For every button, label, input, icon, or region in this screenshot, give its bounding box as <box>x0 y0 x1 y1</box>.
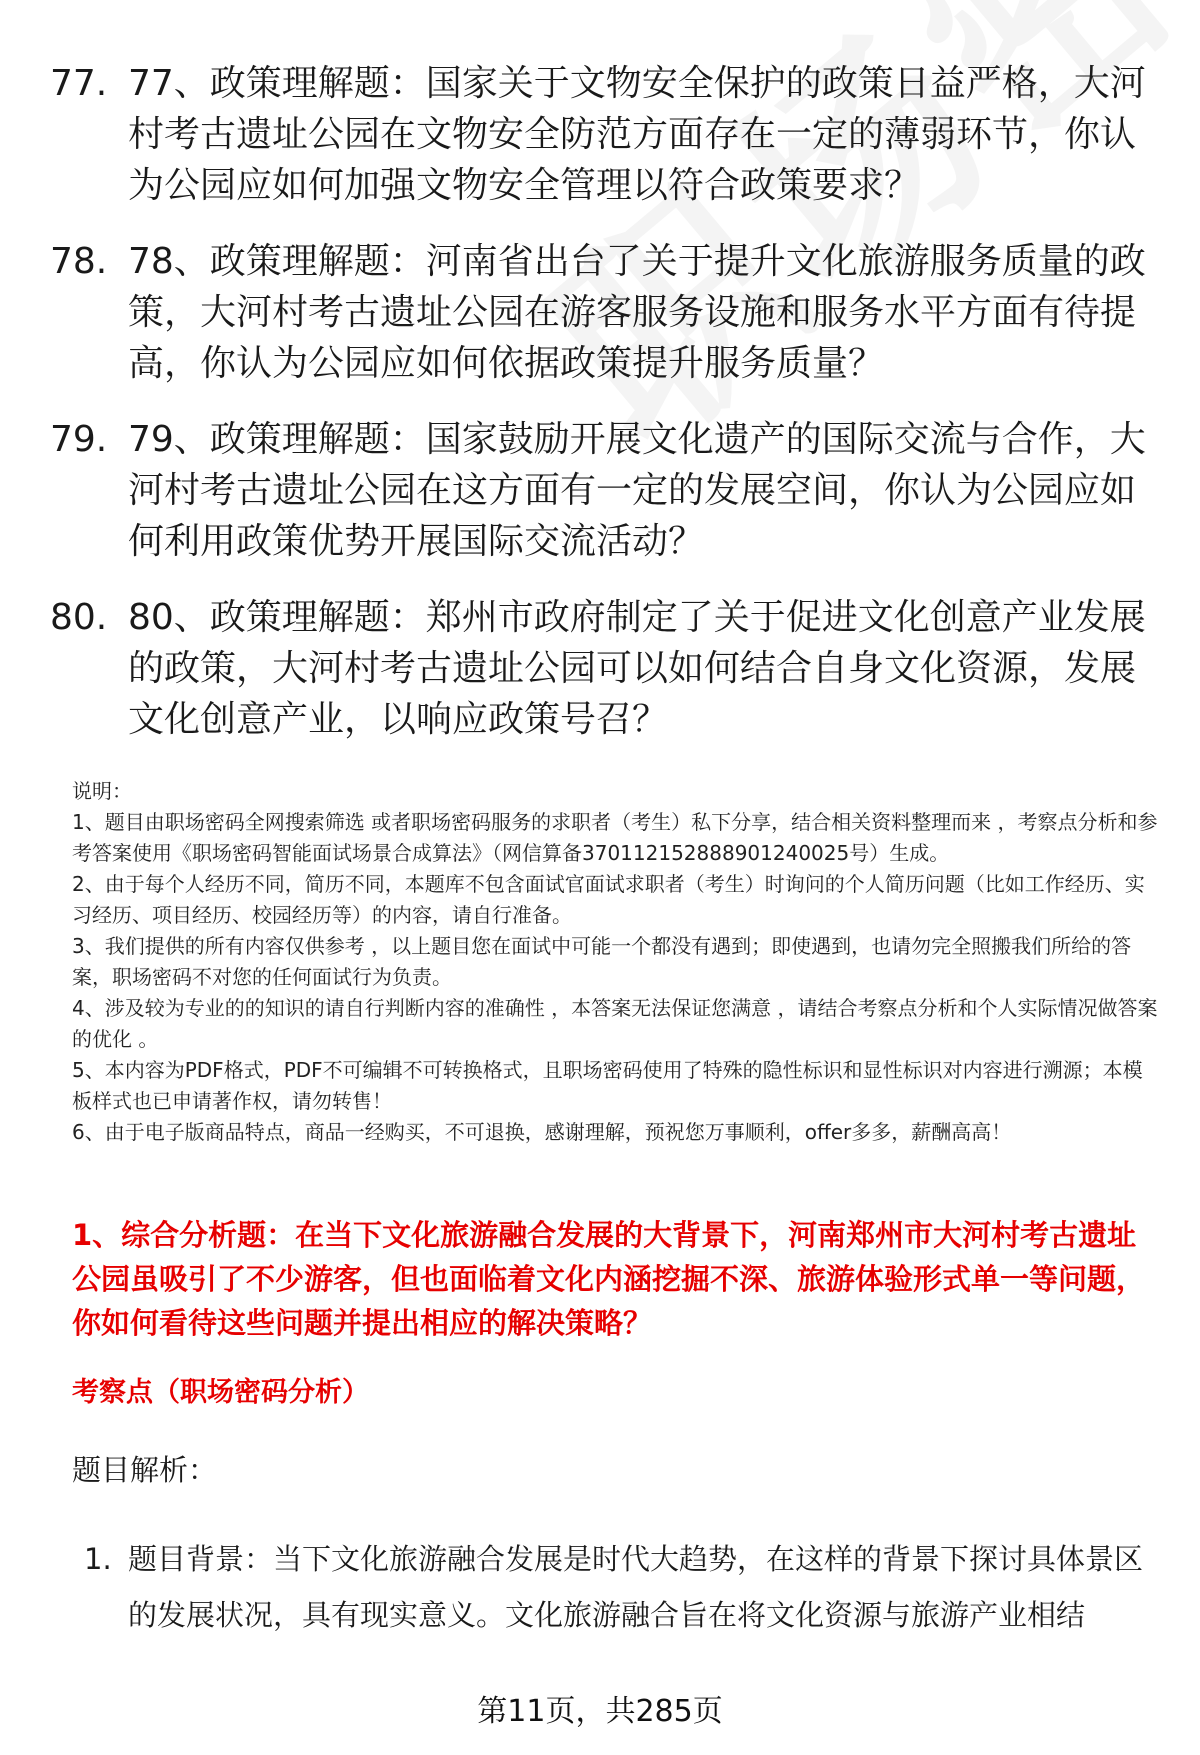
question-text: 80、政策理解题：郑州市政府制定了关于促进文化创意产业发展的政策，大河村考古遗址公园可以如何结合自身文化资源，发展文化创意产业，以响应政策号召？ <box>128 597 1146 740</box>
question-list <box>50 58 1160 770</box>
question-text: 78、政策理解题：河南省出台了关于提升文化旅游服务质量的政策，大河村考古遗址公园在游客服务设施和服务水平方面有待提高，你认为公园应如何依据政策提升服务质量？ <box>128 241 1146 384</box>
featured-question: 1、综合分析题：在当下文化旅游融合发展的大背景下，河南郑州市大河村考古遗址公园虽吸引了不少游客，但也面临着文化内涵挖掘不深、旅游体验形式单一等问题，你如何看待这些问题并提出相应的解决策略？ <box>72 1218 1146 1340</box>
notes-section <box>72 776 1160 1148</box>
note-item: 3、我们提供的所有内容仅供参考 ，以上题目您在面试中可能一个都没有遇到；即使遇到，也请勿完全照搬我们所给的答案，职场密码不对您的任何面试行为负责。 <box>72 934 1132 989</box>
list-item <box>50 592 1160 745</box>
question-text: 79、政策理解题：国家鼓励开展文化遗产的国际交流与合作，大河村考古遗址公园在这方面有一定的发展空间，你认为公园应如何利用政策优势开展国际交流活动？ <box>128 419 1146 562</box>
question-number: 79. <box>50 419 108 460</box>
list-item <box>50 58 1160 211</box>
note-item: 5、本内容为PDF格式，PDF不可编辑不可转换格式，且职场密码使用了特殊的隐性标识和显性标识对内容进行溯源；本模板样式也已申请著作权，请勿转售！ <box>72 1058 1143 1113</box>
analysis-item-number: 1. <box>84 1542 112 1576</box>
analysis-heading: 考察点（职场密码分析） <box>72 1377 369 1408</box>
list-item <box>50 236 1160 389</box>
page-footer: 第11页，共285页 <box>477 1694 723 1729</box>
question-text: 77、政策理解题：国家关于文物安全保护的政策日益严格，大河村考古遗址公园在文物安全防范方面存在一定的薄弱环节，你认为公园应如何加强文物安全管理以符合政策要求？ <box>128 63 1146 206</box>
note-item: 4、涉及较为专业的的知识的请自行判断内容的准确性 ，本答案无法保证您满意 ，请结合考察点分析和个人实际情况做答案的优化 。 <box>72 996 1158 1051</box>
list-item <box>50 414 1160 567</box>
question-number: 77. <box>50 63 108 104</box>
note-item: 2、由于每个人经历不同，简历不同，本题库不包含面试官面试求职者（考生）时询问的个人简历问题（比如工作经历、实习经历、项目经历、校园经历等）的内容，请自行准备。 <box>72 872 1145 927</box>
analysis-item <box>84 1531 1144 1643</box>
question-number: 78. <box>50 241 108 282</box>
question-number: 80. <box>50 597 108 638</box>
notes-title: 说明： <box>72 779 132 803</box>
analysis-item-text: 题目背景：当下文化旅游融合发展是时代大趋势，在这样的背景下探讨具体景区的发展状况，具有现实意义。文化旅游融合旨在将文化资源与旅游产业相结 <box>128 1542 1144 1632</box>
note-item: 6、由于电子版商品特点，商品一经购买，不可退换，感谢理解，预祝您万事顺利，offer多多，薪酬高高！ <box>72 1120 1012 1144</box>
analysis-label: 题目解析： <box>72 1453 218 1487</box>
note-item: 1、题目由职场密码全网搜索筛选 或者职场密码服务的求职者（考生）私下分享，结合相关资料整理而来 ，考察点分析和参考答案使用《职场密码智能面试场景合成算法》（网信算备370112152888901240025号）生成。 <box>72 810 1158 865</box>
